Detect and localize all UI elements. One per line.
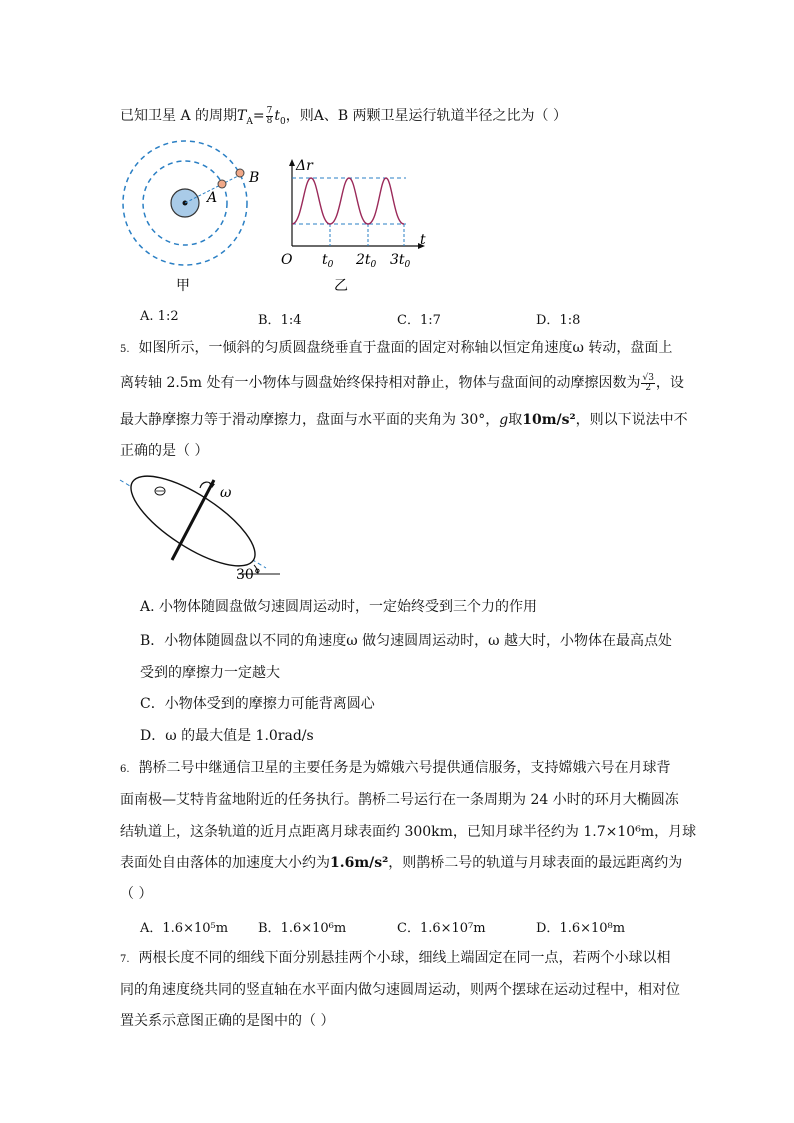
caption-jia: 甲 [176,278,190,294]
q4-option-b[interactable]: B．1:4 [258,313,302,328]
tick-t0: $t_0$ [322,252,334,270]
figure-disc [118,476,288,586]
q6-option-d[interactable]: D．1.6×10⁸m [536,921,626,936]
q5-line1: 5. 如图所示，一倾斜的匀质圆盘绕垂直于盘面的固定对称轴以恒定角速度ω 转动，盘面上 [120,340,673,356]
q7-line1: 7. 两根长度不同的细线下面分别悬挂两个小球，细线上端固定在同一点，若两个小球以相 [120,950,671,966]
q4-option-c[interactable]: C．1:7 [397,313,441,328]
x-axis-label: t [420,232,426,248]
tick-3t0: $3t_0$ [390,252,411,270]
q6-line3: 结轨道上，这条轨道的近月点距离月球表面约 300km，已知月球半径约为 1.7×10⁶m，月球 [120,824,697,840]
caption-yi: 乙 [334,278,348,294]
label-b: B [249,170,260,186]
q6-option-c[interactable]: C．1.6×10⁷m [397,921,486,936]
y-axis-label: Δr [296,158,313,174]
q6-line2: 面南极—艾特肯盆地附近的任务执行。鹊桥二号运行在一条周期为 24 小时的环月大椭圆冻 [120,792,679,808]
label-a: A [207,190,218,206]
origin-label: O [281,252,293,268]
q4-option-d[interactable]: D．1:8 [536,313,581,328]
satellite-a [218,180,226,188]
delta-r-curve [292,178,404,224]
q4-stem: 已知卫星 A 的周期$T_A=$ $\frac{7}{8}$ $t_0$，则A、B 两颗卫星运行轨道半径之比为（ ） [120,105,568,127]
figure-yi [278,152,438,297]
q5-option-b-cont: 受到的摩擦力一定越大 [140,665,280,681]
satellite-b [236,169,244,177]
q5-line4: 正确的是（ ） [120,443,209,459]
q7-line3: 置关系示意图正确的是图中的（ ） [120,1013,335,1029]
q7-line2: 同的角速度绕共同的竖直轴在水平面内做匀速圆周运动，则两个摆球在运动过程中，相对位 [120,982,680,998]
svg-text:30°: 30° [236,567,261,583]
q5-option-b[interactable]: B．小物体随圆盘以不同的角速度ω 做匀速圆周运动时，ω 越大时，小物体在最高点处 [140,633,673,649]
svg-text:ω: ω [220,485,232,501]
q5-option-a[interactable]: A. 小物体随圆盘做匀速圆周运动时，一定始终受到三个力的作用 [140,599,538,615]
q6-option-b[interactable]: B．1.6×10⁶m [258,921,347,936]
fraction: $\frac{7}{8}$ [266,105,273,126]
q6-line1: 6. 鹊桥二号中继通信卫星的主要任务是为嫦娥六号提供通信服务，支持嫦娥六号在月球背 [120,760,671,776]
q6-option-a[interactable]: A．1.6×10⁵m [140,921,229,936]
q5-option-c[interactable]: C．小物体受到的摩擦力可能背离圆心 [140,696,375,712]
q5-option-d[interactable]: D．ω 的最大值是 1.0rad/s [140,728,314,744]
sqrt-fraction: $\frac{√3}{2}$ [642,372,654,393]
q5-line2: 离转轴 2.5m 处有一小物体与圆盘始终保持相对静止，物体与盘面间的动摩擦因数为 $\frac{√3}{2}$ ，设 [120,372,684,393]
q6-line4: 表面处自由落体的加速度大小约为1.6m/s²，则鹊桥二号的轨道与月球表面的最远距离约为 [120,855,683,871]
tick-2t0: $2t_0$ [356,252,377,270]
figure-jia [118,148,258,298]
q4-option-a[interactable]: A. 1:2 [140,309,179,324]
q6-line5: （ ） [120,886,153,902]
q5-line3: 最大静摩擦力等于滑动摩擦力，盘面与水平面的夹角为 30°，g取10m/s²，则以下说法中不 [120,412,688,428]
